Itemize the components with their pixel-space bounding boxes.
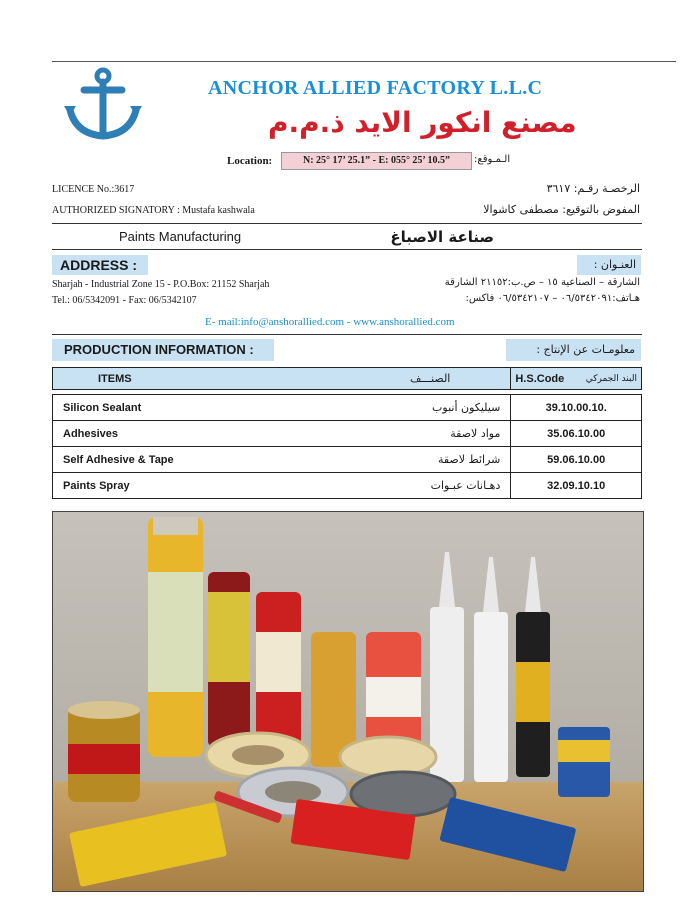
hs-code: 32.09.10.10 (511, 473, 642, 499)
item-name-ar: مواد لاصقة (450, 427, 501, 440)
activity-en: Paints Manufacturing (119, 229, 242, 244)
divider (52, 334, 642, 335)
item-name-ar: سيليكون أنبوب (432, 401, 501, 414)
licence-number: LICENCE No.:3617 (52, 184, 135, 195)
address-line-2-ar: هـاتف:٠٦/٥٣٤٢٠٩١ – ٠٦/٥٣٤٢١٠٧ فاكس: (465, 293, 640, 304)
address-label: ADDRESS : (52, 255, 148, 275)
hs-code: 39.10.00.10. (511, 395, 642, 421)
hs-code: 35.06.10.00 (511, 421, 642, 447)
table-row (53, 421, 642, 447)
production-info-label-ar: معلومـات عن الإنتاج : (506, 339, 641, 361)
location-label-ar: الـمـوقع: (474, 154, 511, 165)
item-name: Adhesives (63, 427, 119, 440)
email-website-link[interactable]: E- mail:info@anshorallied.com - www.anshorallied.com (205, 316, 455, 328)
item-name-ar: شرائط لاصقة (437, 453, 501, 466)
table-row (53, 395, 642, 421)
divider (52, 223, 642, 224)
item-name: Silicon Sealant (63, 401, 142, 414)
address-line-2: Tel.: 06/5342091 - Fax: 06/5342107 (52, 295, 197, 306)
divider (52, 249, 642, 250)
products-photo-illustration (53, 512, 643, 891)
top-rule (52, 61, 676, 62)
item-name-ar: دهـانات عبـوات (430, 479, 501, 492)
activity-ar: صناعة الاصباغ (390, 228, 494, 246)
hscode-header: H.S.Code (515, 372, 565, 385)
address-line-1-ar: الشارقة – الصناعية ١٥ – ص.ب:٢١١٥٢ الشارقة (444, 277, 640, 288)
hscode-header-ar: البند الجمركي (585, 373, 637, 384)
authorized-signatory: AUTHORIZED SIGNATORY : Mustafa kashwala (52, 205, 255, 216)
company-name-en: ANCHOR ALLIED FACTORY L.L.C (208, 77, 543, 99)
hs-code: 59.06.10.00 (511, 447, 642, 473)
location-label: Location: (227, 155, 273, 167)
items-header: ITEMS (98, 372, 132, 385)
table-row (53, 447, 642, 473)
address-label-ar: العنـوان : (577, 255, 641, 275)
products-photo (52, 511, 644, 892)
authorized-signatory-ar: المفوض بالتوقيع: مصطفى كاشوالا (483, 203, 640, 216)
licence-number-ar: الرخصـة رقـم: ٣٦١٧ (546, 182, 640, 195)
item-name: Self Adhesive & Tape (63, 453, 174, 466)
table-row (53, 473, 642, 499)
item-name: Paints Spray (63, 479, 130, 492)
production-table (52, 367, 642, 499)
address-line-1: Sharjah - Industrial Zone 15 - P.O.Box: 21152 Sharjah (52, 279, 270, 290)
production-info-label: PRODUCTION INFORMATION : (52, 339, 274, 361)
location-coordinates: N: 25° 17’ 25.1” - E: 055° 25’ 10.5” (281, 152, 472, 170)
anchor-logo-icon (62, 66, 144, 144)
company-name-ar: مصنع انكور الايد ذ.م.م (268, 106, 577, 139)
items-header-ar: الصنـــف (410, 372, 451, 385)
table-header-row (53, 368, 642, 390)
